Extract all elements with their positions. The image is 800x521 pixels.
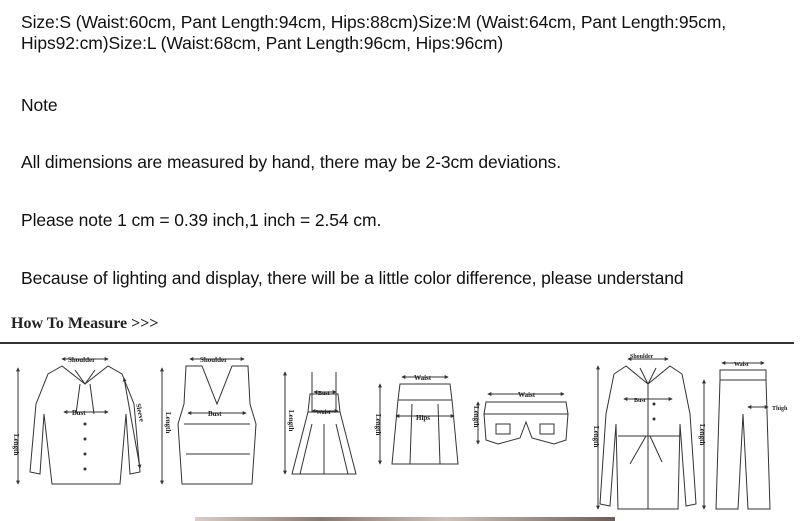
note-heading: Note (21, 95, 58, 115)
tank-top-diagram (162, 359, 256, 484)
label-waist-4: Waist (414, 374, 432, 382)
label-hips-4: Hips (416, 414, 431, 422)
measurement-diagrams (0, 344, 800, 521)
label-shoulder-1: Shoulder (68, 356, 96, 364)
shorts-diagram (478, 394, 568, 444)
label-bust-6: Bust (634, 398, 646, 404)
label-waist-7: Waist (734, 362, 749, 368)
label-bust-3: Bust (318, 391, 330, 397)
label-length-7: Length (698, 424, 706, 446)
trousers-diagram (704, 363, 770, 509)
measurement-deviation-note: All dimensions are measured by hand, there may be 2-3cm deviations. (21, 152, 561, 172)
color-difference-note: Because of lighting and display, there will be a little color difference, please understand (21, 268, 684, 288)
size-chart-text: Size:S (Waist:60cm, Pant Length:94cm, Hips:88cm)Size:M (Waist:64cm, Pant Length:95cm, Hips92:cm)Size:L (Waist:68cm, Pant Length:96cm, Hips:96cm) (21, 12, 727, 53)
coat-diagram (598, 359, 696, 509)
blouse-diagram (18, 359, 140, 484)
unit-conversion-note: Please note 1 cm = 0.39 inch,1 inch = 2.54 cm. (21, 210, 382, 230)
label-shoulder-6: Shoulder (630, 354, 654, 360)
label-length-2: Length (164, 412, 172, 434)
product-photo-edge (195, 517, 615, 521)
label-length-5: Length (472, 406, 480, 428)
label-waist-3: Waist (316, 410, 331, 416)
label-shoulder-2: Shoulder (200, 356, 228, 364)
label-sleeve-1: Sleeve (134, 402, 146, 423)
label-length-3: Length (287, 410, 295, 432)
label-length-4: Length (374, 414, 382, 436)
label-bust-2: Bust (208, 410, 222, 418)
how-to-measure-heading: How To Measure >>> (11, 315, 159, 332)
label-length-1: Length (12, 434, 20, 456)
label-waist-5: Waist (518, 391, 536, 399)
label-thigh-7: Thigh (772, 406, 788, 412)
label-bust-1: Bust (72, 409, 86, 417)
label-length-6: Length (592, 426, 600, 448)
